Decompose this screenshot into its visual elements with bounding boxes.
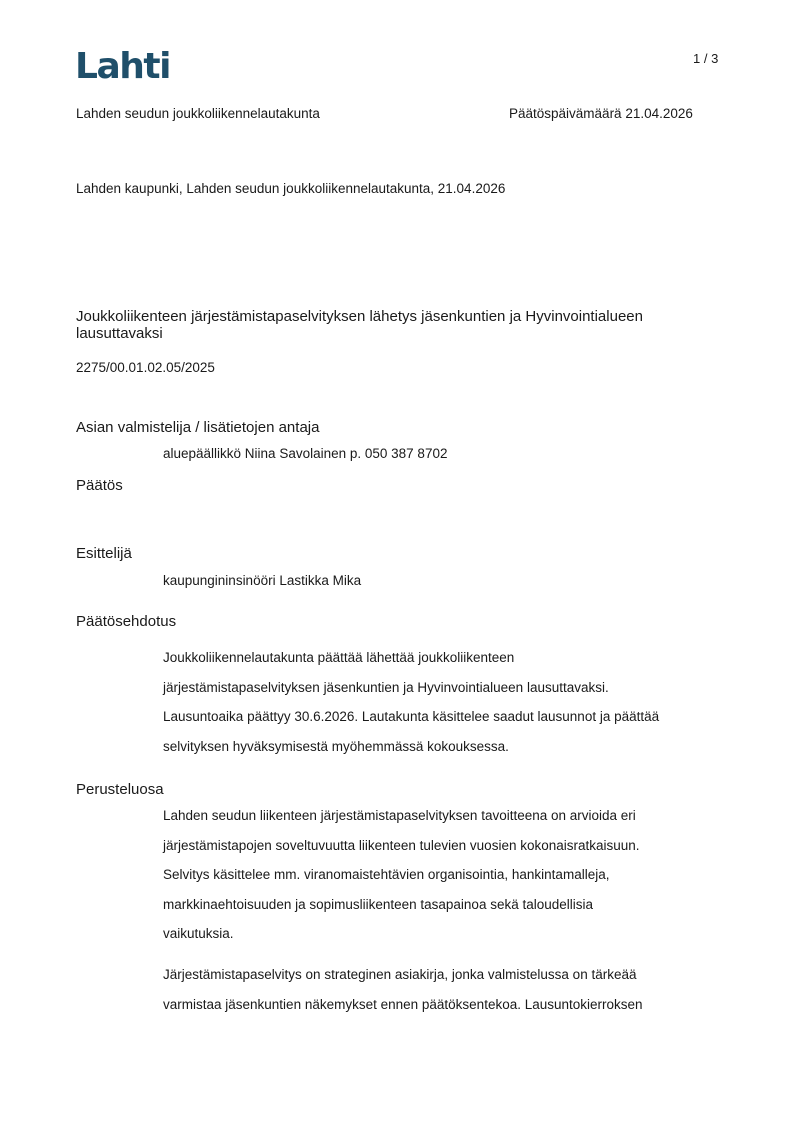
paragraph-line: Lahden seudun liikenteen järjestämistapaselvityksen tavoitteena on arvioida eri [163,808,636,823]
paragraph-line: järjestämistapojen soveltuvuutta liikenteen tulevien vuosien kokonaisratkaisuun. [163,837,640,853]
lahti-logo [75,44,175,88]
paragraph-line: selvityksen hyväksymisestä myöhemmässä kokouksessa. [163,738,509,754]
document-title: Joukkoliikenteen järjestämistapaselvityksen lähetys jäsenkuntien ja Hyvinvointialueen lausuttavaksi [76,308,643,342]
paragraph-line: markkinaehtoisuuden ja sopimusliikenteen tasapainoa sekä taloudellisia [163,896,594,912]
paragraph-line: vaikutuksia. [163,926,234,941]
presenter-text: kaupungininsinööri Lastikka Mika [163,573,362,588]
section-heading-presenter: Esittelijä [76,545,132,562]
decision-date: Päätöspäivämäärä 21.04.2026 [509,106,693,121]
paragraph-line: järjestämistapaselvityksen jäsenkuntien ja Hyvinvointialueen lausuttavaksi. [163,679,609,695]
paragraph-line: Joukkoliikennelautakunta päättää lähettää joukkoliikenteen [163,650,515,665]
section-heading-preparer: Asian valmistelija / lisätietojen antaja [76,419,320,436]
logo-wordmark: Lahti [75,46,170,87]
section-heading-proposal: Päätösehdotus [76,613,177,630]
section-heading-decision: Päätös [76,477,123,494]
rationale-paragraph-1 [163,801,723,949]
proposal-paragraph [163,643,723,761]
paragraph-line: varmistaa jäsenkuntien näkemykset ennen päätöksentekoa. Lausuntokierroksen [163,996,643,1012]
paragraph-line: Järjestämistapaselvitys on strateginen asiakirja, jonka valmistelussa on tärkeää [163,967,637,982]
meeting-line: Lahden kaupunki, Lahden seudun joukkoliikennelautakunta, 21.04.2026 [76,181,506,196]
preparer-text: aluepäällikkö Niina Savolainen p. 050 387 8702 [163,446,448,461]
diary-number: 2275/00.01.02.05/2025 [76,360,215,375]
section-heading-rationale: Perusteluosa [76,781,164,798]
organization-name: Lahden seudun joukkoliikennelautakunta [76,106,320,121]
page-number: 1 / 3 [693,51,719,66]
rationale-paragraph-2 [163,960,723,1019]
paragraph-line: Lausuntoaika päättyy 30.6.2026. Lautakunta käsittelee saadut lausunnot ja päättää [163,709,660,724]
paragraph-line: Selvitys käsittelee mm. viranomaistehtävien organisointia, hankintamalleja, [163,867,610,882]
